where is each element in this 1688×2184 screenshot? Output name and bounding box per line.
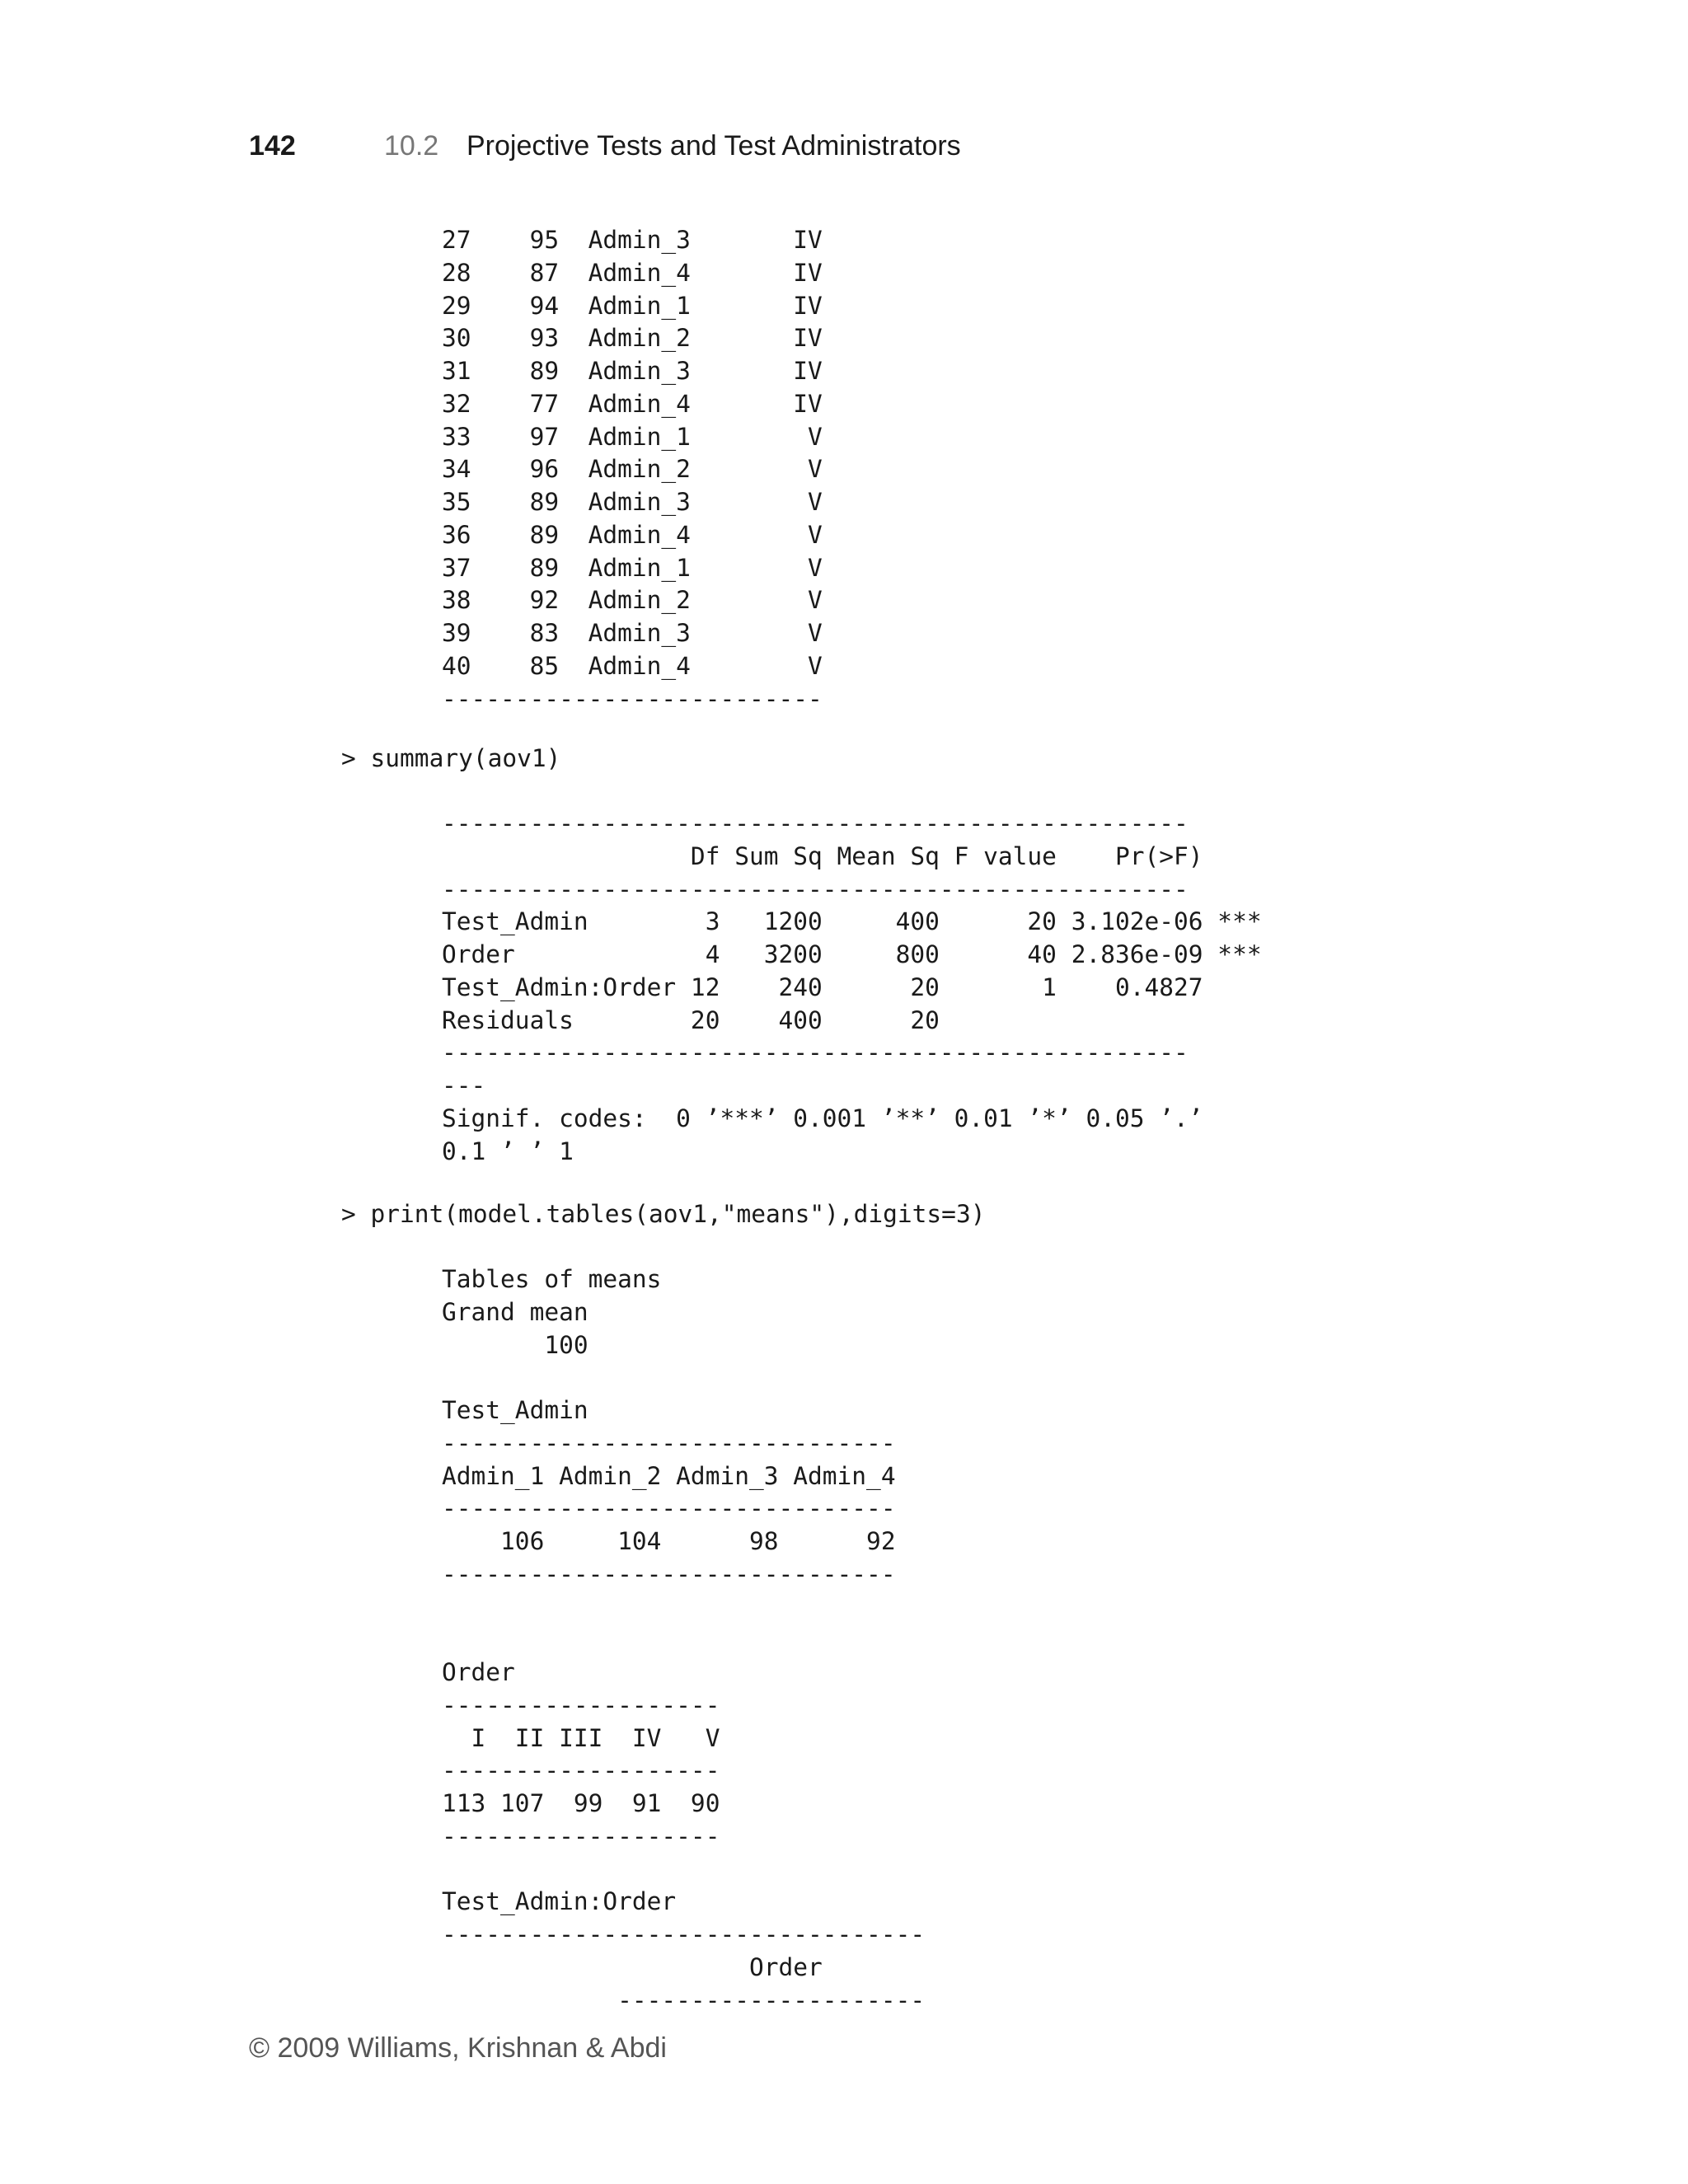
anova-summary-output: --------------------------------------------------- Df Sum Sq Mean Sq F value Pr(>F) --------------------------------------------------- Test_Admin 3 1200 400 20 3.102e-06 *** Order 4 3200 800 40 2.836e-09 *** Test_Admin:Order 12 240 20 1 0.4827 Residuals 20 400 20 --------------------------------------------------- --- Signif. codes: 0 ’***’ 0.001 ’**’ 0.01 ’*’ 0.05 ’.’ 0.1 ’ ’ 1 (442, 809, 1262, 1165)
tables-of-means-output: Tables of means Grand mean 100 Test_Admin ------------------------------- Admin_1 Admin_2 Admin_3 Admin_4 ------------------------------- 106 104 98 92 ------------------------------- Order ------------------- I II III IV V ------------------- 113 107 99 91 90 ------------------- Test_Admin:Order --------------------------------- Order --------------------- (442, 1265, 926, 2014)
page-number: 142 (249, 130, 296, 162)
section-title: Projective Tests and Test Administrators (467, 130, 961, 162)
section-number: 10.2 (384, 130, 439, 162)
summary-command: > summary(aov1) (341, 744, 561, 772)
page-header (249, 125, 961, 166)
print-means-command: > print(model.tables(aov1,"means"),digits=3) (341, 1200, 986, 1228)
data-table-tail: 27 95 Admin_3 IV 28 87 Admin_4 IV 29 94 Admin_1 IV 30 93 Admin_2 IV 31 89 Admin_3 IV 32 77 Admin_4 IV 33 97 Admin_1 V 34 96 Admin_2 V 35 89 Admin_3 V 36 89 Admin_4 V 37 89 Admin_1 V 38 92 Admin_2 V 39 83 Admin_3 V 40 85 Admin_4 V -------------------------- (442, 226, 823, 713)
copyright-footer: © 2009 Williams, Krishnan & Abdi (249, 2032, 667, 2064)
